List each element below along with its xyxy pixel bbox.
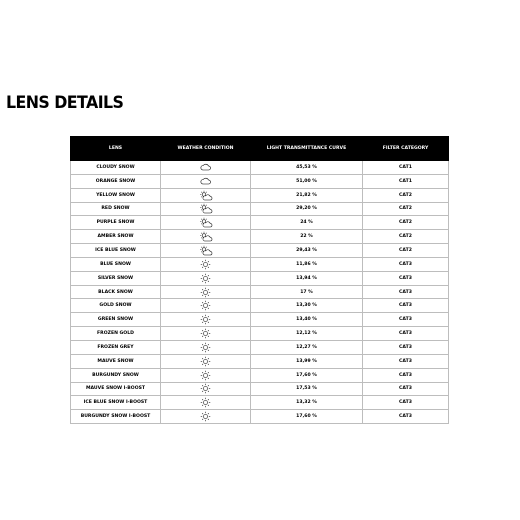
- filter-category-cell: CAT3: [363, 313, 449, 327]
- table-row: [71, 216, 449, 230]
- filter-category-cell: CAT3: [363, 382, 449, 396]
- transmittance-cell: 17 %: [251, 285, 363, 299]
- table-row: [71, 244, 449, 258]
- header-light-transmittance-curve: LIGHT TRANSMITTANCE CURVE: [251, 137, 363, 161]
- filter-category-cell: CAT3: [363, 327, 449, 341]
- cloud-icon: [161, 177, 250, 185]
- weather-condition-cell: [161, 313, 251, 327]
- lens-name-cell: GOLD SNOW: [71, 299, 161, 313]
- weather-condition-cell: [161, 174, 251, 188]
- lens-name-cell: SILVER SNOW: [71, 271, 161, 285]
- weather-condition-cell: [161, 216, 251, 230]
- transmittance-cell: 17,60 %: [251, 410, 363, 424]
- table-row: [71, 410, 449, 424]
- table-row: [71, 340, 449, 354]
- weather-condition-cell: [161, 188, 251, 202]
- filter-category-cell: CAT2: [363, 216, 449, 230]
- sun-icon: [161, 342, 250, 353]
- weather-condition-cell: [161, 327, 251, 341]
- table-row: [71, 299, 449, 313]
- lens-name-cell: ORANGE SNOW: [71, 174, 161, 188]
- lens-name-cell: BURGUNDY SNOW I-BOOST: [71, 410, 161, 424]
- transmittance-cell: 29,20 %: [251, 202, 363, 216]
- partly-cloudy-icon: [161, 190, 250, 201]
- weather-condition-cell: [161, 382, 251, 396]
- table-row: [71, 313, 449, 327]
- header-filter-category: FILTER CATEGORY: [363, 137, 449, 161]
- weather-condition-cell: [161, 354, 251, 368]
- weather-condition-cell: [161, 271, 251, 285]
- weather-condition-cell: [161, 396, 251, 410]
- lens-name-cell: MAUVE SNOW: [71, 354, 161, 368]
- filter-category-cell: CAT3: [363, 257, 449, 271]
- transmittance-cell: 13,32 %: [251, 396, 363, 410]
- lens-name-cell: BURGUNDY SNOW: [71, 368, 161, 382]
- sun-icon: [161, 328, 250, 339]
- filter-category-cell: CAT2: [363, 202, 449, 216]
- partly-cloudy-icon: [161, 231, 250, 242]
- filter-category-cell: CAT3: [363, 396, 449, 410]
- table-row: [71, 161, 449, 175]
- lens-name-cell: MAUVE SNOW I-BOOST: [71, 382, 161, 396]
- lens-name-cell: FROZEN GREY: [71, 340, 161, 354]
- transmittance-cell: 24 %: [251, 216, 363, 230]
- partly-cloudy-icon: [161, 217, 250, 228]
- lens-name-cell: AMBER SNOW: [71, 230, 161, 244]
- filter-category-cell: CAT3: [363, 340, 449, 354]
- table-row: [71, 202, 449, 216]
- sun-icon: [161, 383, 250, 394]
- transmittance-cell: 12,12 %: [251, 327, 363, 341]
- sun-icon: [161, 370, 250, 381]
- table-row: [71, 285, 449, 299]
- lens-details-table: [70, 136, 449, 424]
- weather-condition-cell: [161, 257, 251, 271]
- lens-name-cell: PURPLE SNOW: [71, 216, 161, 230]
- sun-icon: [161, 287, 250, 298]
- page-title: LENS DETAILS: [6, 93, 124, 113]
- header-row: [71, 137, 449, 161]
- transmittance-cell: 11,86 %: [251, 257, 363, 271]
- table-row: [71, 174, 449, 188]
- weather-condition-cell: [161, 368, 251, 382]
- filter-category-cell: CAT2: [363, 230, 449, 244]
- weather-condition-cell: [161, 161, 251, 175]
- table-row: [71, 230, 449, 244]
- filter-category-cell: CAT2: [363, 244, 449, 258]
- transmittance-cell: 29,43 %: [251, 244, 363, 258]
- sun-icon: [161, 397, 250, 408]
- weather-condition-cell: [161, 202, 251, 216]
- filter-category-cell: CAT3: [363, 299, 449, 313]
- transmittance-cell: 22 %: [251, 230, 363, 244]
- transmittance-cell: 17,53 %: [251, 382, 363, 396]
- weather-condition-cell: [161, 285, 251, 299]
- filter-category-cell: CAT1: [363, 161, 449, 175]
- table-body: [71, 161, 449, 424]
- lens-name-cell: ICE BLUE SNOW I-BOOST: [71, 396, 161, 410]
- sun-icon: [161, 411, 250, 422]
- lens-name-cell: ICE BLUE SNOW: [71, 244, 161, 258]
- table-row: [71, 368, 449, 382]
- table-row: [71, 382, 449, 396]
- filter-category-cell: CAT3: [363, 410, 449, 424]
- sun-icon: [161, 273, 250, 284]
- filter-category-cell: CAT3: [363, 271, 449, 285]
- lens-name-cell: CLOUDY SNOW: [71, 161, 161, 175]
- lens-name-cell: BLUE SNOW: [71, 257, 161, 271]
- table-row: [71, 188, 449, 202]
- sun-icon: [161, 259, 250, 270]
- header-lens: LENS: [71, 137, 161, 161]
- header-weather-condition: WEATHER CONDITION: [161, 137, 251, 161]
- filter-category-cell: CAT1: [363, 174, 449, 188]
- filter-category-cell: CAT3: [363, 285, 449, 299]
- transmittance-cell: 13,94 %: [251, 271, 363, 285]
- weather-condition-cell: [161, 410, 251, 424]
- lens-name-cell: GREEN SNOW: [71, 313, 161, 327]
- weather-condition-cell: [161, 299, 251, 313]
- transmittance-cell: 21,82 %: [251, 188, 363, 202]
- transmittance-cell: 45,53 %: [251, 161, 363, 175]
- filter-category-cell: CAT3: [363, 368, 449, 382]
- filter-category-cell: CAT3: [363, 354, 449, 368]
- weather-condition-cell: [161, 244, 251, 258]
- transmittance-cell: 13,99 %: [251, 354, 363, 368]
- table-row: [71, 354, 449, 368]
- partly-cloudy-icon: [161, 245, 250, 256]
- transmittance-cell: 51,00 %: [251, 174, 363, 188]
- cloud-icon: [161, 163, 250, 171]
- filter-category-cell: CAT2: [363, 188, 449, 202]
- partly-cloudy-icon: [161, 203, 250, 214]
- transmittance-cell: 17,60 %: [251, 368, 363, 382]
- lens-name-cell: FROZEN GOLD: [71, 327, 161, 341]
- weather-condition-cell: [161, 340, 251, 354]
- transmittance-cell: 13,40 %: [251, 313, 363, 327]
- table-row: [71, 396, 449, 410]
- table-row: [71, 257, 449, 271]
- weather-condition-cell: [161, 230, 251, 244]
- sun-icon: [161, 300, 250, 311]
- transmittance-cell: 13,30 %: [251, 299, 363, 313]
- table-header: [71, 137, 449, 161]
- sun-icon: [161, 356, 250, 367]
- lens-name-cell: YELLOW SNOW: [71, 188, 161, 202]
- transmittance-cell: 12,27 %: [251, 340, 363, 354]
- lens-name-cell: BLACK SNOW: [71, 285, 161, 299]
- lens-name-cell: RED SNOW: [71, 202, 161, 216]
- table-row: [71, 271, 449, 285]
- table-row: [71, 327, 449, 341]
- sun-icon: [161, 314, 250, 325]
